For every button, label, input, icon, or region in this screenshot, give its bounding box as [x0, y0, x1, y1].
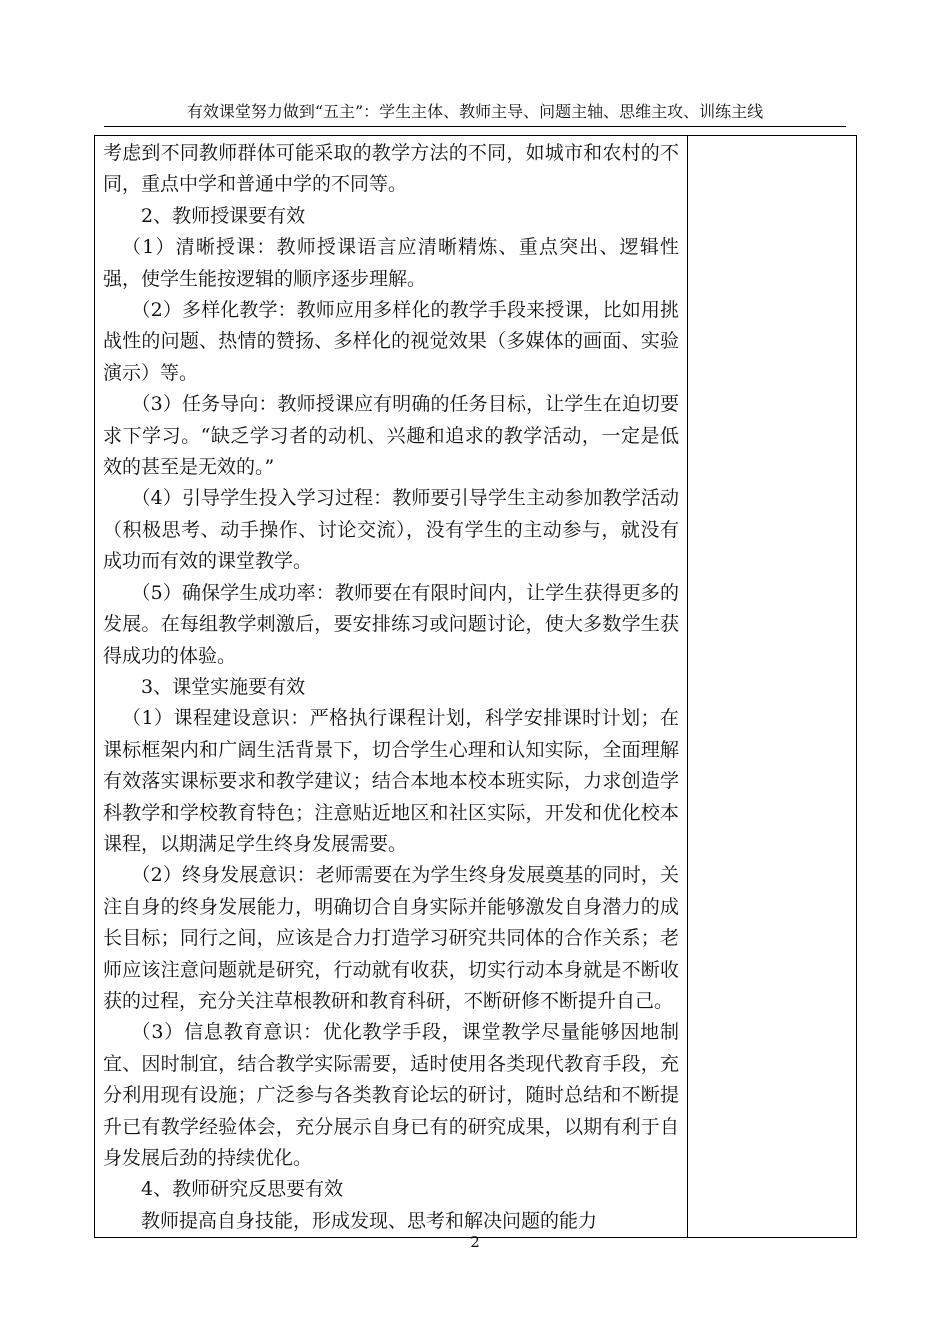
paragraph-task-oriented: （3）任务导向：教师授课应有明确的任务目标，让学生在迫切要求下学习。“缺乏学习者的动机、兴趣和追求的教学活动，一定是低效的甚至是无效的。”: [103, 393, 679, 479]
paragraph-clear-teaching: （1）清晰授课：教师授课语言应清晰精炼、重点突出、逻辑性强，使学生能按逻辑的顺序逐步理解。: [103, 236, 679, 290]
paragraph-curriculum-awareness: （1）课程建设意识：严格执行课程计划，科学安排课时计划；在课标框架内和广阔生活背景下，切合学生心理和认知实际，全面理解有效落实课标要求和教学建议；结合本地本校本班实际，力求创造学科教学和学校教育特色；注意贴近地区和社区实际，开发和优化校本课程，以期满足学生终身发展需要。: [103, 707, 679, 855]
paragraph-continuation: 考虑到不同教师群体可能采取的教学方法的不同，如城市和农村的不同，重点中学和普通中学的不同等。: [103, 142, 679, 196]
paragraph-guide-students: （4）引导学生投入学习过程：教师要引导学生主动参加教学活动（积极思考、动手操作、讨论交流），没有学生的主动参与，就没有成功而有效的课堂教学。: [103, 487, 679, 573]
page-number: 2: [470, 1233, 480, 1251]
section-heading-3: 3、课堂实施要有效: [141, 675, 306, 698]
content-table: [94, 135, 857, 1238]
side-notes-cell: [688, 136, 857, 1238]
section-heading-2: 2、教师授课要有效: [141, 204, 306, 227]
table-row: [95, 136, 857, 1238]
paragraph-success-rate: （5）确保学生成功率：教师要在有限时间内，让学生获得更多的发展。在每组教学刺激后，要安排练习或问题讨论，使大多数学生获得成功的体验。: [103, 581, 679, 667]
section-heading-4: 4、教师研究反思要有效: [141, 1178, 344, 1201]
paragraph-information-education: （3）信息教育意识：优化教学手段，课堂教学尽量能够因地制宜、因时制宜，结合教学实际需要，适时使用各类现代教育手段，充分利用现有设施；广泛参与各类教育论坛的研讨，随时总结和不断提升已有教学经验体会，充分展示自身已有的研究成果，以期有利于自身发展后劲的持续优化。: [103, 1021, 679, 1169]
main-text-cell: [95, 136, 688, 1238]
paragraph-diversified-teaching: （2）多样化教学：教师应用多样化的教学手段来授课，比如用挑战性的问题、热情的赞扬、多样化的视觉效果（多媒体的画面、实验演示）等。: [103, 299, 679, 384]
body-text: [95, 136, 687, 1237]
page-header: 有效课堂努力做到“五主”：学生主体、教师主导、问题主轴、思维主攻、训练主线: [104, 100, 846, 127]
paragraph-teacher-skills: 教师提高自身技能，形成发现、思考和解决问题的能力: [141, 1209, 598, 1232]
paragraph-lifelong-development: （2）终身发展意识：老师需要在为学生终身发展奠基的同时，关注自身的终身发展能力，明确切合自身实际并能够激发自身潜力的成长目标；同行之间，应该是合力打造学习研究共同体的合作关系；老师应该注意问题就是研究，行动就有收获，切实行动本身就是不断收获的过程，充分关注草根教研和教育科研，不断研修不断提升自己。: [103, 864, 679, 1012]
